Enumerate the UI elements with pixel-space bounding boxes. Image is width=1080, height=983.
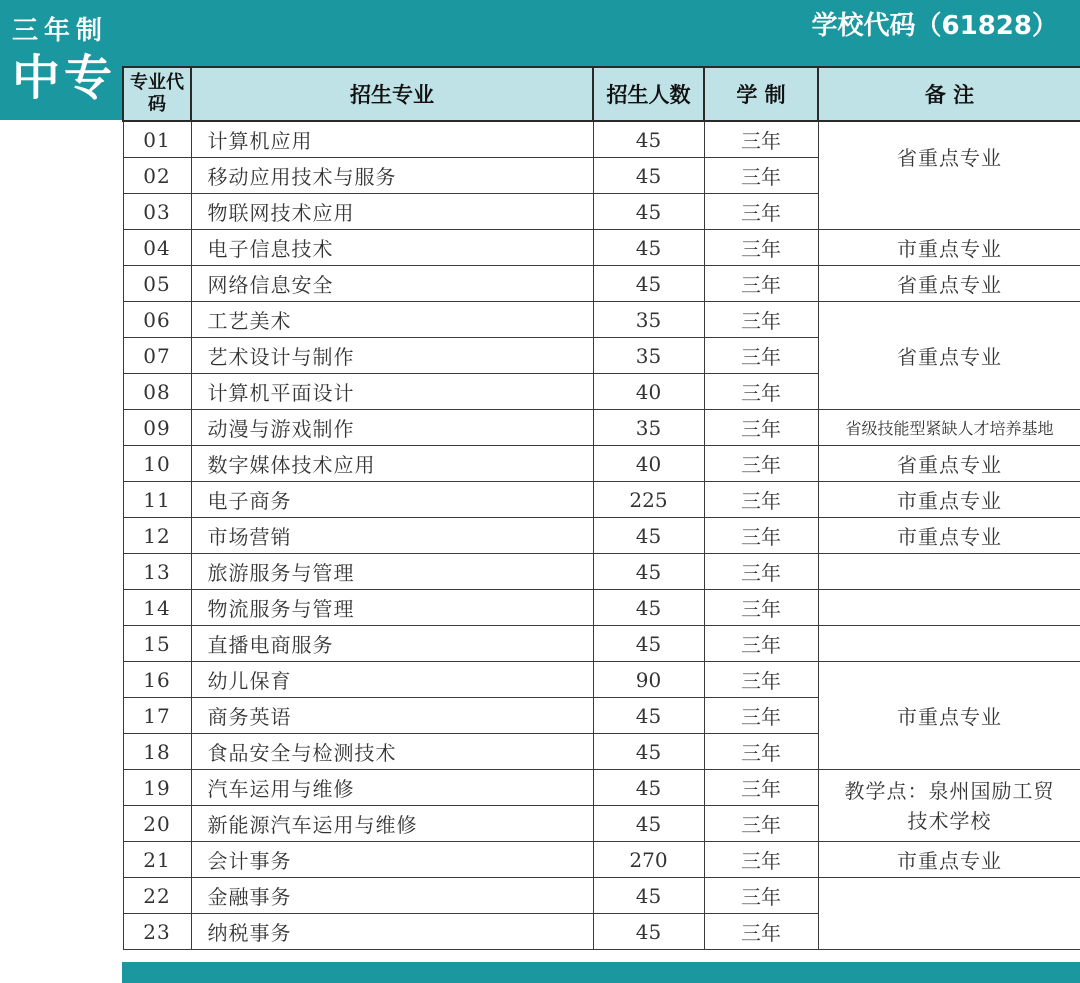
table-row xyxy=(123,842,1080,878)
duration: 三年 xyxy=(704,842,818,878)
major-name: 计算机平面设计 xyxy=(191,374,593,410)
major-name: 新能源汽车运用与维修 xyxy=(191,806,593,842)
enrollment-count: 270 xyxy=(593,842,704,878)
table-row xyxy=(123,518,1080,554)
enrollment-count: 45 xyxy=(593,554,704,590)
major-code: 15 xyxy=(123,626,191,662)
note-cell xyxy=(818,554,1080,590)
duration: 三年 xyxy=(704,121,818,158)
enrollment-count: 45 xyxy=(593,626,704,662)
duration: 三年 xyxy=(704,446,818,482)
school-code: 学校代码（61828） xyxy=(811,11,1058,41)
major-code: 01 xyxy=(123,121,191,158)
duration: 三年 xyxy=(704,194,818,230)
duration: 三年 xyxy=(704,302,818,338)
table-row xyxy=(123,590,1080,626)
note-cell xyxy=(818,590,1080,626)
note-cell: 市重点专业 xyxy=(818,518,1080,554)
major-code: 07 xyxy=(123,338,191,374)
table-row xyxy=(123,266,1080,302)
table-row xyxy=(123,554,1080,590)
footer-band xyxy=(122,962,1080,983)
major-name: 食品安全与检测技术 xyxy=(191,734,593,770)
duration: 三年 xyxy=(704,806,818,842)
major-name: 动漫与游戏制作 xyxy=(191,410,593,446)
enrollment-count: 35 xyxy=(593,338,704,374)
duration: 三年 xyxy=(704,590,818,626)
major-code: 14 xyxy=(123,590,191,626)
major-code: 03 xyxy=(123,194,191,230)
note-cell: 省重点专业 xyxy=(818,446,1080,482)
enrollment-count: 40 xyxy=(593,374,704,410)
major-code: 06 xyxy=(123,302,191,338)
note-cell xyxy=(818,626,1080,662)
duration: 三年 xyxy=(704,230,818,266)
enrollment-count: 45 xyxy=(593,518,704,554)
table-row xyxy=(123,446,1080,482)
note-cell: 省重点专业 xyxy=(818,302,1080,410)
enrollment-count: 45 xyxy=(593,230,704,266)
enrollment-count: 225 xyxy=(593,482,704,518)
column-header-enrollment: 招生人数 xyxy=(593,67,704,121)
major-code: 17 xyxy=(123,698,191,734)
note-cell: 省重点专业 xyxy=(818,266,1080,302)
major-code: 19 xyxy=(123,770,191,806)
enrollment-count: 35 xyxy=(593,410,704,446)
major-name: 纳税事务 xyxy=(191,914,593,950)
table-row xyxy=(123,230,1080,266)
duration: 三年 xyxy=(704,878,818,914)
table-row xyxy=(123,878,1080,914)
major-code: 04 xyxy=(123,230,191,266)
table-row xyxy=(123,662,1080,698)
column-header-duration: 学 制 xyxy=(704,67,818,121)
table-row xyxy=(123,121,1080,158)
major-name: 物流服务与管理 xyxy=(191,590,593,626)
enrollment-count: 40 xyxy=(593,446,704,482)
section-tab xyxy=(0,0,122,120)
major-name: 旅游服务与管理 xyxy=(191,554,593,590)
enrollment-count: 45 xyxy=(593,590,704,626)
enrollment-count: 45 xyxy=(593,158,704,194)
enrollment-count: 45 xyxy=(593,878,704,914)
major-name: 物联网技术应用 xyxy=(191,194,593,230)
major-code: 05 xyxy=(123,266,191,302)
major-code: 18 xyxy=(123,734,191,770)
note-cell: 省级技能型紧缺人才培养基地 xyxy=(818,410,1080,446)
note-cell: 市重点专业 xyxy=(818,230,1080,266)
major-name: 会计事务 xyxy=(191,842,593,878)
note-cell: 市重点专业 xyxy=(818,842,1080,878)
duration: 三年 xyxy=(704,374,818,410)
duration: 三年 xyxy=(704,734,818,770)
duration: 三年 xyxy=(704,518,818,554)
major-code: 08 xyxy=(123,374,191,410)
enrollment-count: 45 xyxy=(593,734,704,770)
table-row xyxy=(123,770,1080,806)
duration: 三年 xyxy=(704,554,818,590)
major-name: 幼儿保育 xyxy=(191,662,593,698)
major-name: 商务英语 xyxy=(191,698,593,734)
duration: 三年 xyxy=(704,482,818,518)
note-cell xyxy=(818,878,1080,950)
major-name: 计算机应用 xyxy=(191,121,593,158)
enrollment-count: 45 xyxy=(593,770,704,806)
major-name: 金融事务 xyxy=(191,878,593,914)
major-code: 11 xyxy=(123,482,191,518)
note-cell: 市重点专业 xyxy=(818,662,1080,770)
note-line: 技术学校 xyxy=(907,808,992,833)
duration: 三年 xyxy=(704,698,818,734)
note-cell xyxy=(818,770,1080,842)
major-code: 13 xyxy=(123,554,191,590)
enrollment-count: 45 xyxy=(593,266,704,302)
school-type-label: 中专 xyxy=(12,50,117,106)
enrollment-count: 45 xyxy=(593,914,704,950)
column-header-code: 专业代码 xyxy=(123,67,191,121)
table-header-row xyxy=(123,67,1080,121)
duration: 三年 xyxy=(704,158,818,194)
note-cell: 省重点专业 xyxy=(818,121,1080,230)
enrollment-count: 35 xyxy=(593,302,704,338)
duration: 三年 xyxy=(704,662,818,698)
major-name: 市场营销 xyxy=(191,518,593,554)
table-row xyxy=(123,410,1080,446)
enrollment-count: 45 xyxy=(593,194,704,230)
note-cell: 市重点专业 xyxy=(818,482,1080,518)
enrollment-count: 45 xyxy=(593,698,704,734)
duration: 三年 xyxy=(704,266,818,302)
duration: 三年 xyxy=(704,626,818,662)
major-code: 09 xyxy=(123,410,191,446)
major-code: 23 xyxy=(123,914,191,950)
major-code: 16 xyxy=(123,662,191,698)
table-row xyxy=(123,482,1080,518)
note-line: 教学点：泉州国励工贸 xyxy=(844,778,1055,803)
major-name: 工艺美术 xyxy=(191,302,593,338)
duration: 三年 xyxy=(704,770,818,806)
table-row xyxy=(123,626,1080,662)
major-name: 数字媒体技术应用 xyxy=(191,446,593,482)
major-name: 电子商务 xyxy=(191,482,593,518)
major-code: 10 xyxy=(123,446,191,482)
enrollment-count: 90 xyxy=(593,662,704,698)
major-name: 直播电商服务 xyxy=(191,626,593,662)
major-name: 艺术设计与制作 xyxy=(191,338,593,374)
duration: 三年 xyxy=(704,338,818,374)
major-code: 02 xyxy=(123,158,191,194)
major-code: 12 xyxy=(123,518,191,554)
major-code: 22 xyxy=(123,878,191,914)
major-code: 21 xyxy=(123,842,191,878)
table-row xyxy=(123,302,1080,338)
enrollment-count: 45 xyxy=(593,806,704,842)
program-length-label: 三年制 xyxy=(12,16,109,46)
duration: 三年 xyxy=(704,914,818,950)
column-header-notes: 备 注 xyxy=(818,67,1080,121)
majors-table xyxy=(122,66,1080,950)
column-header-major: 招生专业 xyxy=(191,67,593,121)
major-name: 汽车运用与维修 xyxy=(191,770,593,806)
major-code: 20 xyxy=(123,806,191,842)
duration: 三年 xyxy=(704,410,818,446)
major-name: 电子信息技术 xyxy=(191,230,593,266)
enrollment-count: 45 xyxy=(593,121,704,158)
major-name: 移动应用技术与服务 xyxy=(191,158,593,194)
major-name: 网络信息安全 xyxy=(191,266,593,302)
